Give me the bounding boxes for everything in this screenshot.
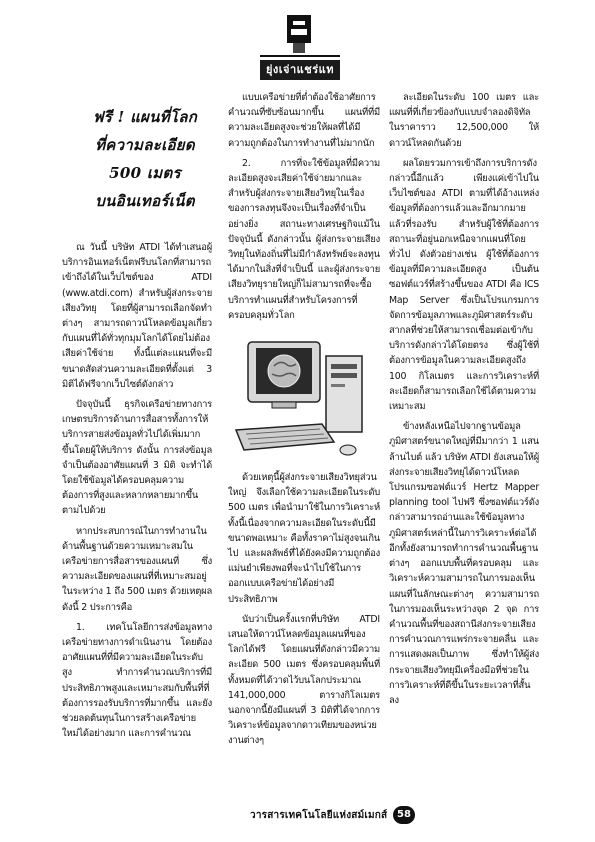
col2-paragraph: แบบเครือข่ายที่ต่ำต้องใช้อาศัยการคำนวณที่ซับซ้อนมากขึ้น แผนที่ที่มีความละเอียดสูงจะช่วยให้ผลที่ได้มีความถูกต้องในการทำงานที่ไม่มากนัก (228, 92, 380, 149)
computer-illustration (230, 338, 380, 468)
monitor-stand-icon (293, 43, 305, 53)
article-column-1 (62, 240, 212, 747)
masthead-rule (260, 55, 340, 57)
col2b-paragraph: ด้วยเหตุนี้ผู้ส่งกระจายเสียงวิทยุส่วนใหญ่ จึงเลือกใช้ความละเอียดในระดับ 500 เมตร เพื่อนำมาใช้ในการวิเคราะห์ ทั้งนี้เนื่องจากความละเอียดในระดับนี้มีขนาดพอเหมาะ คือทั้งราคาไม่สูงจนเกินไป และผลลัพธ์ที่ได้ยังคงมีความถูกต้องแม่นยำเพียงพอที่จะนำไปใช้ในการออกแบบเครือข่ายได้อย่างมีประสิทธิภาพ (228, 472, 380, 605)
page-number-badge: 58 (393, 806, 415, 824)
article-column-3 (389, 90, 539, 713)
col1-paragraph: ปัจจุบันนี้ ธุรกิจเครือข่ายทางการเกษตรบริการด้านการสื่อสารทั้งการให้บริการสายส่งข้อมูลทั่วไปได้เพิ่มมากขึ้นโดยผู้ให้บริการ ดังนั้น การส่งข้อมูลจำเป็นต้องอาศัยแผนที่ 3 มิติ จะทำได้โดยใช้ข้อมูลได้ครอบคลุมความต้องการที่สูงและหลากหลายมากขึ้นตามไปด้วย (62, 399, 212, 517)
col1-paragraph: 1. เทคโนโลยีการส่งข้อมูลทางเครือข่ายทางการดำเนินงาน โดยต้องอาศัยแผนที่ที่มีความละเอียดในระดับสูง ทำการคำนวณบริการที่มีประสิทธิภาพสูงและเหมาะสมกับพื้นที่ที่ต้องการรองรับบริการที่มากขึ้น และยังช่วยลดต้นทุนในการสร้างเครือข่ายใหม่ได้อย่างมาก และการคำนวณ (62, 621, 212, 740)
page-footer (250, 806, 550, 830)
keyboard-icon (236, 424, 334, 450)
article-headline (80, 103, 210, 215)
masthead-title: ยุ่งเจ่าแชร่แท (260, 60, 340, 80)
headline-line-2: ที่ความละเอียด (95, 136, 195, 154)
article-column-2-bottom (228, 470, 380, 754)
col1-paragraph: ณ วันนี้ บริษัท ATDI ได้ทำเสนอผู้บริการอินเทอร์เน็ตฟรีบนโลกที่สามารถเข้าถึงได้ในเว็บไซต์ของ ATDI (www.atdi.com) สำหรับผู้ส่งกระจายเสียงวิทยุ โดยที่ผู้สามารถเลือกจัดทำต่างๆ สามารถดาวน์โหลดข้อมูลเกี่ยวกับแผนที่ได้ทั่วทุกมุมโลกได้โดยไม่ต้องเสียค่าใช้จ่าย ทั้งนี้แต่ละแผนที่จะมีขนาดสัดส่วนความละเอียดที่ตั้งแต่ 3 มิติได้ฟรีจากเว็บไซต์ดังกล่าว (62, 242, 212, 390)
mouse-icon (340, 445, 356, 455)
headline-line-3: 500 เมตร (109, 164, 181, 182)
headline-line-1: ฟรี ! แผนที่โลก (92, 108, 198, 126)
col3-paragraph: ผลโดยรวมการเข้าถึงการบริการดังกล่าวนี้อีกแล้ว เพียงแค่เข้าไปในเว็บไซต์ของ ATDI ตามที่ได้อ้างแหล่งข้อมูลที่ต้องการแล้วและอีกมากมายแล้วที่รองรับ สำหรับผู้ใช้ที่ต้องการสถานะที่อยู่นอกเหนือจากแผนที่โดยทั่วไป ดังตัวอย่างเช่น ผู้ใช้ที่ต้องการข้อมูลที่มีความละเอียดสูง เป็นต้น ซอฟต์แวร์ที่สร้างขึ้นของ ATDI คือ ICS Map Server ซึ่งเป็นโปรแกรมการจัดการข้อมูลภาพและภูมิศาสตร์ระดับสากลที่ช่วยให้สามารถเชื่อมต่อเข้ากับบริการดังกล่าวได้โดยตรง ซึ่งผู้ใช้ที่ต้องการข้อมูลในความละเอียดสูงถึง 100 กิโลเมตร และการวิเคราะห์ที่ละเอียดก็สามารถเลือกใช้ได้ตามความเหมาะสม (389, 157, 539, 413)
cpu-tower-icon (326, 356, 362, 432)
magazine-masthead (255, 5, 345, 95)
headline-line-4: บนอินเทอร์เน็ต (95, 192, 195, 210)
col3-paragraph: ข้างหลังเหนือไปจากฐานข้อมูลภูมิศาสตร์ขนาดใหญ่ที่มีมากว่า 1 แสนล้านไบต์ แล้ว บริษัท ATDI ยังเสนอให้ผู้ส่งกระจายเสียงวิทยุได้ดาวน์โหลดโปรแกรมซอฟต์แวร์ Hertz Mapper planning tool ไปฟรี ซึ่งซอฟต์แวร์ดังกล่าวสามารถอ่านและใช้ข้อมูลทางภูมิศาสตร์เหล่านี้ในการวิเคราะห์ต่อได้ อีกทั้งยังสามารถทำการคำนวณพื้นฐานต่างๆ ออกแบบพื้นที่ครอบคลุม และวิเคราะห์ความสามารถในการมองเห็นแผนที่ในลักษณะต่างๆ ความสามารถในการมองเห็นระหว่างจุด 2 จุด การคำนวณพื้นที่ของสถานีส่งกระจายเสียง การคำนวณการแพร่กระจายคลื่น และการแสดงผลเป็นภาพ ซึ่งทำให้ผู้ส่งกระจายเสียงวิทยุมีเครื่องมือที่ช่วยในการวิเคราะห์ที่ดีขึ้นในระยะเวลาที่สั้นลง (389, 421, 539, 706)
footer-publication-name: วารสารเทคโนโลยีแห่งสม์เมกส์ (250, 810, 388, 821)
monitor-logo-icon (287, 15, 311, 43)
article-column-2-top (228, 90, 380, 328)
monitor-icon (248, 342, 320, 408)
col2-paragraph: 2. การที่จะใช้ข้อมูลที่มีความละเอียดสูงจะเสียค่าใช้จ่ายมากและสำหรับผู้ส่งกระจายเสียงวิทยุในเรื่องของการลงทุนจึงจะเป็นเรื่องที่จำเป็นอย่างยิ่ง สถานะทางเศรษฐกิจแม้ในปัจจุบันนี้ ดังกล่าวนั้น ผู้ส่งกระจายเสียงวิทยุในท้องถิ่นที่ไม่มีกำลังทรัพย์จะลงทุนได้มากในสิ่งที่จำเป็นนี้ และผู้ส่งกระจายเสียงวิทยุรายใหญ่ก็ไม่สามารถที่จะซื้อบริการทำแผนที่สำหรับโครงการที่ครอบคลุมทั่วโลก (228, 157, 380, 321)
col1-paragraph: หากประสบการณ์ในการทำงานในด้านพื้นฐานด้วยความเหมาะสมในเครือข่ายการสื่อสารของแผนที่ ซึ่งความละเอียดของแผนที่ที่เหมาะสมอยู่ในระหว่าง 1 ถึง 500 เมตร ด้วยเหตุผลดังนี้ 2 ประการคือ (62, 525, 212, 613)
col3-paragraph: ละเอียดในระดับ 100 เมตร และแผนที่ที่เกี่ยวข้องกับแบบจำลองดิจิทัลในราคาราว 12,500,000 ให้ดาวน์โหลดกันด้วย (389, 92, 539, 149)
col2b-paragraph: นับว่าเป็นครั้งแรกที่บริษัท ATDI เสนอให้ดาวน์โหลดข้อมูลแผนที่ของโลกได้ฟรี โดยแผนที่ดังกล่าวมีความละเอียด 500 เมตร ซึ่งครอบคลุมพื้นที่ทั้งหมดที่ได้วาดไว้บนโลกประมาณ 141,000,000 ตารางกิโลเมตร นอกจากนี้ยังมีแผนที่ 3 มิติที่ได้จากการวิเคราะห์ข้อมูลจากดาวเทียมของหน่วยงานต่างๆ (228, 613, 380, 747)
